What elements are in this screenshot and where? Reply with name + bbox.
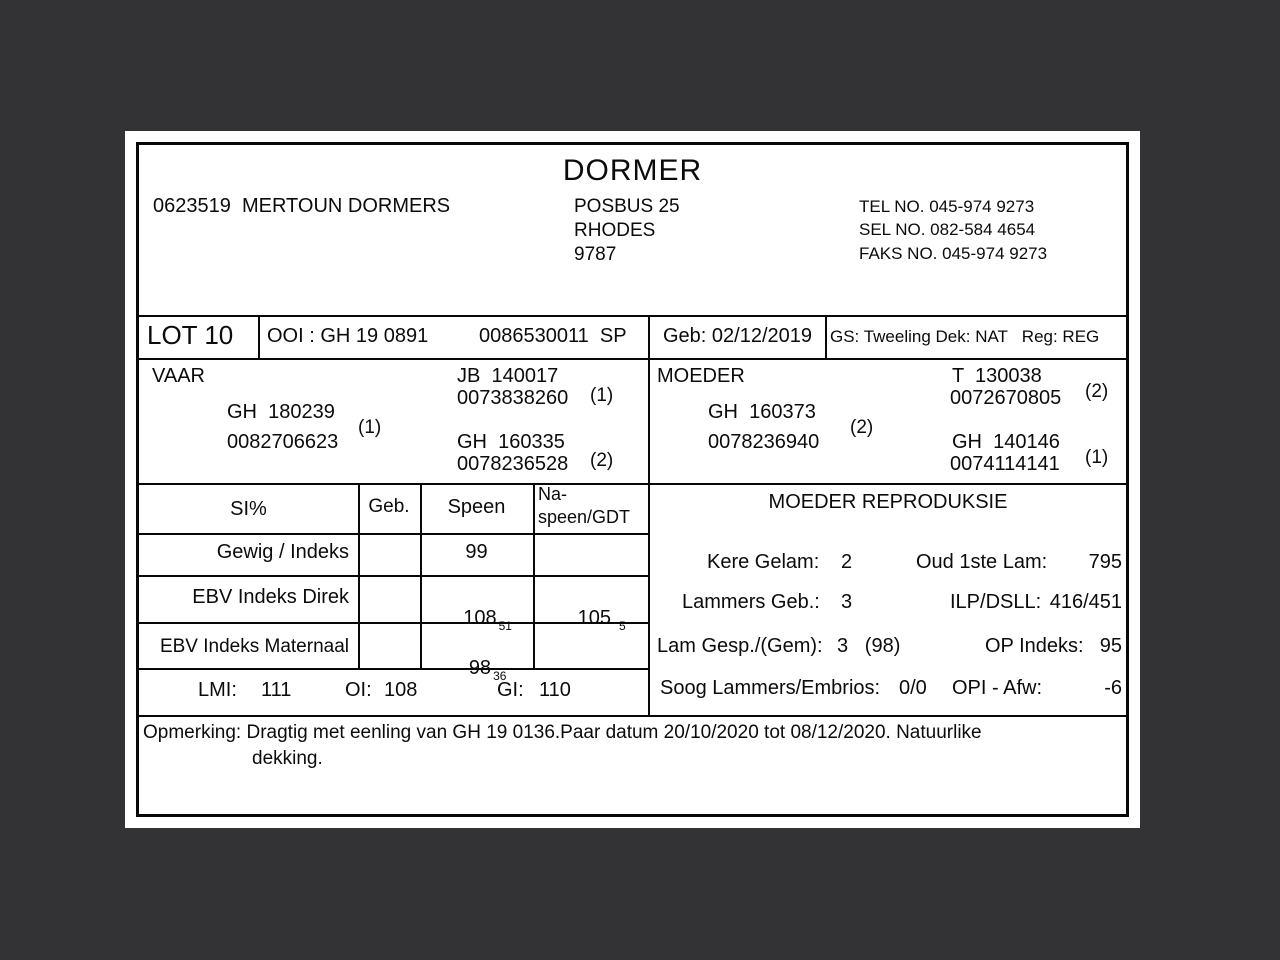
repro-lammers-geb-label: Lammers Geb.: bbox=[682, 591, 820, 613]
grid-line-pedigree-bottom bbox=[139, 483, 1126, 485]
si-row-gewig-label: Gewig / Indeks bbox=[216, 541, 349, 563]
catalog-page bbox=[136, 142, 1129, 817]
si-direk-naspeen-value: 105 bbox=[577, 607, 611, 629]
breeder-name: 0623519 MERTOUN DORMERS bbox=[153, 195, 451, 217]
sire-section-label: VAAR bbox=[152, 365, 205, 387]
gi-label: GI: bbox=[497, 679, 524, 701]
si-direk-speen-value: 108 bbox=[463, 607, 497, 629]
repro-opi-afw-label: OPI - Afw: bbox=[952, 677, 1043, 699]
dam-sire-id: T 130038 bbox=[952, 365, 1042, 387]
sire-sire-reg: 0073838260 bbox=[457, 387, 569, 409]
oi-value: 108 bbox=[384, 679, 418, 701]
page-title: DORMER bbox=[562, 154, 703, 187]
si-header-geb: Geb. bbox=[368, 496, 410, 517]
repro-kere-gelam-value: 2 bbox=[841, 551, 853, 573]
sire-reg: 0082706623 bbox=[227, 431, 339, 453]
si-direk-naspeen-accuracy: 5 bbox=[618, 619, 626, 633]
dam-dam-id: GH 140146 bbox=[952, 431, 1060, 453]
si-maternaal-speen-accuracy: 36 bbox=[493, 669, 507, 683]
repro-title: MOEDER REPRODUKSIE bbox=[768, 491, 1008, 513]
repro-opi-afw-value: -6 bbox=[1104, 677, 1122, 699]
repro-kere-gelam-label: Kere Gelam: bbox=[707, 551, 820, 573]
animal-id: OOI : GH 19 0891 bbox=[267, 325, 429, 347]
dam-mark: (2) bbox=[850, 417, 874, 438]
sire-dam-id: GH 160335 bbox=[457, 431, 565, 453]
birth-status: GS: Tweeling Dek: NAT Reg: REG bbox=[830, 327, 1100, 346]
repro-op-indeks-value: 95 bbox=[1099, 635, 1122, 657]
oi-label: OI: bbox=[345, 679, 372, 701]
repro-oud-1ste-lam-label: Oud 1ste Lam: bbox=[916, 551, 1048, 573]
remark-line-1: Opmerking: Dragtig met eenling van GH 19 0136.Paar datum 20/10/2020 tot 08/12/2020. Natuurlike bbox=[143, 722, 982, 743]
address-line-1: POSBUS 25 bbox=[574, 196, 680, 217]
repro-soog-lammers-value: 0/0 bbox=[899, 677, 927, 699]
address-line-2: RHODES bbox=[574, 220, 656, 241]
si-row-direk-naspeen bbox=[533, 587, 648, 650]
grid-line-lot-bottom bbox=[139, 358, 1126, 360]
repro-ilp-dsll-value: 416/451 bbox=[1049, 591, 1122, 613]
repro-soog-lammers-label: Soog Lammers/Embrios: bbox=[660, 677, 881, 699]
remark-line-2: dekking. bbox=[252, 748, 323, 769]
dam-sire-mark: (2) bbox=[1085, 381, 1109, 402]
si-row-gewig-speen: 99 bbox=[465, 541, 488, 563]
repro-ilp-dsll-label: ILP/DSLL: bbox=[950, 591, 1042, 613]
repro-lam-gesp-value: 3 (98) bbox=[837, 635, 901, 657]
sire-dam-reg: 0078236528 bbox=[457, 453, 569, 475]
si-row-maternaal-label: EBV Indeks Maternaal bbox=[159, 636, 349, 657]
dam-dam-mark: (1) bbox=[1085, 447, 1109, 468]
contact-tel: TEL NO. 045-974 9273 bbox=[859, 197, 1035, 216]
lmi-value: 111 bbox=[261, 679, 292, 701]
si-row-line-2 bbox=[139, 575, 650, 577]
divider-center bbox=[648, 315, 650, 717]
address-line-3: 9787 bbox=[574, 244, 617, 265]
sire-dam-mark: (2) bbox=[590, 450, 614, 471]
si-row-direk-label: EBV Indeks Direk bbox=[192, 586, 349, 608]
si-row-line-1 bbox=[139, 533, 650, 535]
si-header-si: SI% bbox=[230, 498, 267, 520]
si-direk-speen-accuracy: 51 bbox=[498, 619, 512, 633]
si-maternaal-speen-value: 98 bbox=[468, 657, 492, 679]
lot-number: LOT 10 bbox=[147, 320, 234, 350]
repro-lam-gesp-label: Lam Gesp./(Gem): bbox=[657, 635, 823, 657]
si-table-bottom bbox=[139, 668, 650, 670]
dam-sire-reg: 0072670805 bbox=[950, 387, 1062, 409]
repro-oud-1ste-lam-value: 795 bbox=[1088, 551, 1122, 573]
si-header-speen: Speen bbox=[447, 496, 506, 518]
repro-op-indeks-label: OP Indeks: bbox=[985, 635, 1084, 657]
divider-birth-status bbox=[825, 315, 827, 360]
animal-registration: 0086530011 SP bbox=[479, 325, 627, 347]
dam-section-label: MOEDER bbox=[657, 365, 745, 387]
divider-lot-label bbox=[258, 315, 260, 360]
contact-fax: FAKS NO. 045-974 9273 bbox=[859, 244, 1048, 263]
sire-sire-id: JB 140017 bbox=[457, 365, 559, 387]
sire-id: GH 180239 bbox=[227, 401, 335, 423]
birth-date: Geb: 02/12/2019 bbox=[663, 325, 813, 347]
dam-id: GH 160373 bbox=[708, 401, 816, 423]
lmi-label: LMI: bbox=[198, 679, 237, 701]
contact-cel: SEL NO. 082-584 4654 bbox=[859, 220, 1036, 239]
grid-line-remark-top bbox=[139, 715, 1126, 717]
si-header-naspeen-line1: Na- bbox=[538, 484, 568, 504]
dam-dam-reg: 0074114141 bbox=[950, 453, 1060, 475]
gi-value: 110 bbox=[539, 679, 571, 701]
sire-mark: (1) bbox=[358, 417, 382, 438]
dam-reg: 0078236940 bbox=[708, 431, 820, 453]
grid-line-lot-top bbox=[139, 315, 1126, 317]
repro-lammers-geb-value: 3 bbox=[841, 591, 853, 613]
sire-sire-mark: (1) bbox=[590, 385, 614, 406]
si-header-naspeen-line2: speen/GDT bbox=[538, 507, 631, 527]
